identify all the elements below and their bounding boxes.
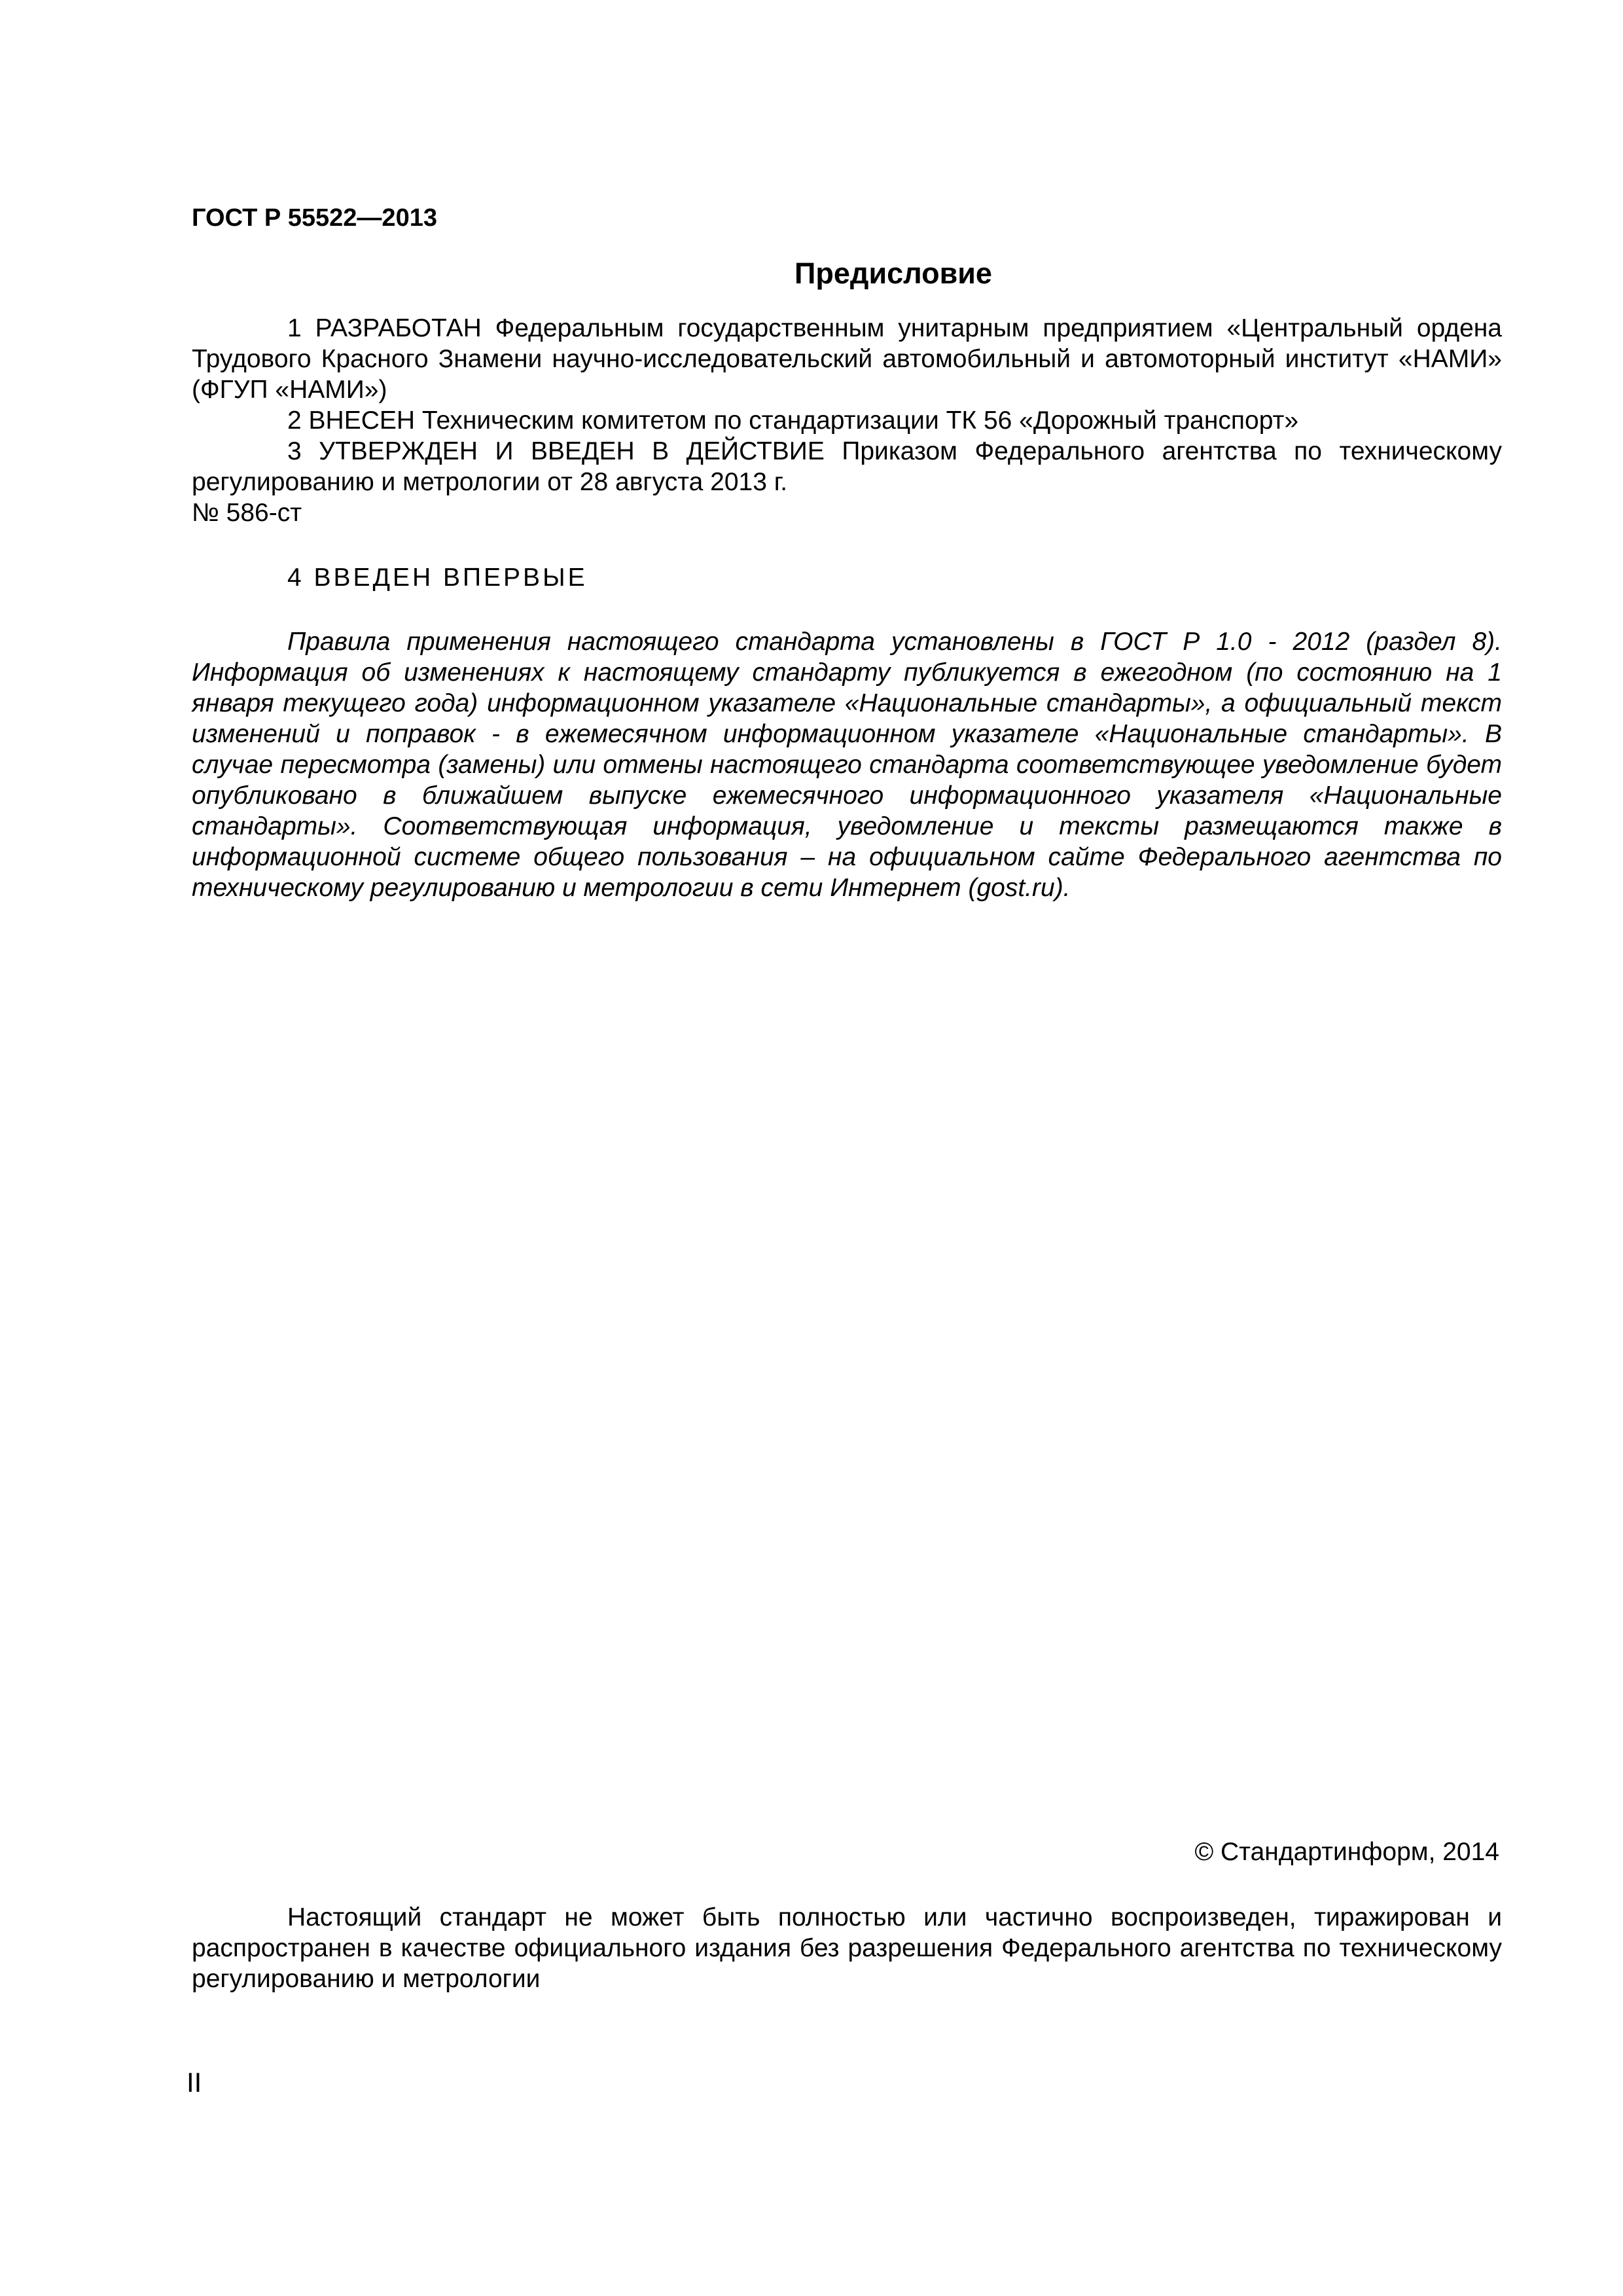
reproduction-notice: Настоящий стандарт не может быть полностью или частично воспроизведен, тиражирован и распространен в качестве официального издания без разрешения Федерального агентства по техническому регулированию и метрологии (192, 1903, 1502, 1993)
foreword-item-4: 4 ВВЕДЕН ВПЕРВЫЕ (287, 564, 588, 592)
foreword-item-1: 1 РАЗРАБОТАН Федеральным государственным унитарным предприятием «Центральный ордена Трудового Красного Знамени научно-исследовательский автомобильный и автомоторный институт «НАМИ» (ФГУП «НАМИ») (192, 314, 1502, 404)
reproduction-notice-block (192, 1902, 1502, 1994)
foreword-item-3-number: № 586-ст (192, 499, 302, 527)
foreword-item-4-block (192, 562, 1502, 593)
rules-block (192, 626, 1502, 903)
page-title: Предисловие (794, 257, 992, 290)
foreword-item-2: 2 ВНЕСЕН Техническим комитетом по стандартизации ТК 56 «Дорожный транспорт» (287, 406, 1299, 435)
rules-paragraph: Правила применения настоящего стандарта установлены в ГОСТ Р 1.0 - 2012 (раздел 8). Информация об изменениях к настоящему стандарту публикуется в ежегодном (по состоянию на 1 января текущего года) информационном указателе «Национальные стандарты», а официальный текст изменений и поправок - в ежемесячном информационном указателе «Национальные стандарты». В случае пересмотра (замены) или отмены настоящего стандарта соответствующее уведомление будет опубликовано в ближайшем выпуске ежемесячного информационного указателя «Национальные стандарты». Соответствующая информация, уведомление и тексты размещаются также в информационной системе общего пользования – на официальном сайте Федерального агентства по техническому регулированию и метрологии в сети Интернет (gost.ru). (192, 628, 1502, 902)
page-number: II (187, 2067, 202, 2098)
foreword-item-3: 3 УТВЕРЖДЕН И ВВЕДЕН В ДЕЙСТВИЕ Приказом Федерального агентства по техническому регулированию и метрологии от 28 августа 2013 г. (192, 437, 1502, 496)
foreword-items-1-3 (192, 313, 1502, 528)
document-number: ГОСТ Р 55522—2013 (192, 204, 437, 232)
copyright-notice: © Стандартинформ, 2014 (1194, 1838, 1499, 1866)
